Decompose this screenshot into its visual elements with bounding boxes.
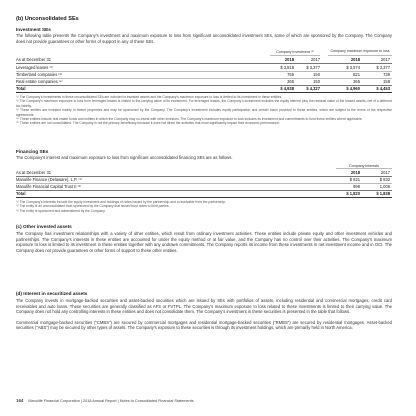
total-label: Total (16, 86, 26, 91)
page-footer (16, 398, 392, 403)
footnote: ⁽³⁾ These entities are invested mainly in timber properties and may be sponsored by the Company. The Company's investment includes equity participation and certain loans provided to these entities, which are subject to the terms of the respective agreements. (16, 108, 392, 117)
row-label: Leveraged leases ⁽²⁾ (16, 65, 53, 70)
cell: $ 832 (379, 177, 390, 182)
divider (16, 197, 392, 198)
section-title: (b) Unconsolidated SEs (16, 16, 79, 22)
investment-ses-intro (16, 33, 392, 44)
footnote: ⁽³⁾ The entity is sponsored and administered by the Company. (16, 208, 106, 213)
paragraph: Commercial mortgage-backed securities ("CMBS") are secured by commercial mortgages and residential mortgage-backed securities ("RMBS") are secured by residential mortgages. Asset-backed securities ("ABS") may be secured by other types of assets. The Company's exposure to these securities is through its investment holdings, which are primarily held in North America. (16, 319, 392, 331)
footer-item: 2018 Annual Report (83, 399, 117, 403)
table-row (16, 183, 392, 190)
company-investment-header: Company investment ⁽¹⁾ (276, 50, 314, 54)
table-total-row (16, 190, 392, 197)
footnote: ⁽²⁾ The Company's maximum exposure to loss from leveraged leases is limited to the carrying value of its investment. For leveraged leases, the Company's investment includes the equity interest plus the residual value of the leased assets, net of a deferred tax liability. (16, 99, 392, 108)
paragraph: The Company invests in mortgage-backed securities and asset-backed securities which are issued by SEs with portfolios of assets, including residential and commercial mortgages, credit card receivables and auto loans. These securities are generally classified as AFS or FVTPL. The Company's maximum exposure to loss related to these investments is limited to their carrying value. The Company does not hold any controlling interests in these entities and does not consolidate them. The Company's investment in these securities is presented in the table that follows. (16, 298, 392, 315)
cell: $ 3,574 (346, 65, 360, 70)
footnote: ⁽²⁾ The entity is an unconsolidated trust sponsored by the Company that issued trust notes to third parties. (16, 204, 170, 209)
investment-footnotes (16, 95, 392, 126)
cell: 998 (353, 184, 360, 189)
as-at-label: As at December 31 (16, 57, 52, 62)
col-header: 2017 (380, 170, 390, 175)
footnote: ⁽¹⁾ The Company's investments in these unconsolidated SEs are included in invested assets and the Company's maximum exposure to loss is limited to its investment in these entities. (16, 95, 283, 99)
cell: 365 (353, 79, 360, 84)
footnote: ⁽⁴⁾ These entities include real estate funds and entities in which the Company may co-invest with other investors. The Company's maximum exposure to loss includes its investment and commitments to fund these entities where applicable. (16, 117, 363, 122)
financing-ses-intro-text: The Company's interest and maximum exposure to loss from significant unconsolidated financing SEs are as follows. (16, 155, 233, 160)
col-header: 2018 (284, 57, 294, 62)
cell: $ 3,377 (306, 65, 320, 70)
total-label: Total (16, 191, 26, 196)
cell: $ 4,938 (280, 86, 294, 91)
cell: $ 1,820 (346, 191, 360, 196)
cell: $ 3,818 (280, 65, 294, 70)
divider (16, 92, 392, 93)
footer-separator: | (117, 399, 120, 403)
cell: $ 4,453 (376, 86, 390, 91)
cell: 755 (287, 72, 294, 77)
cell: 150 (313, 79, 320, 84)
financing-ses-heading: Financing SEs (16, 149, 49, 154)
cell: 739 (383, 72, 390, 77)
row-label: Timberland companies ⁽³⁾ (16, 72, 62, 77)
other-invested-assets-body (16, 231, 392, 253)
investment-table-header-row (16, 56, 392, 63)
cell: 150 (313, 72, 320, 77)
col-header: 2017 (310, 57, 320, 62)
table-total-row (16, 85, 392, 92)
other-invested-assets-heading: (c) Other invested assets (16, 224, 72, 229)
financing-footnotes (16, 200, 392, 213)
cell: $ 3,377 (376, 65, 390, 70)
investment-ses-heading: Investment SEs (16, 27, 51, 32)
col-header: 2017 (380, 57, 390, 62)
col-header: 2018 (350, 170, 360, 175)
financing-table-header-row (16, 169, 392, 176)
cell: 158 (383, 79, 390, 84)
cell: $ 4,960 (346, 86, 360, 91)
investment-ses-intro-text: The following table presents the Company's investment and maximum exposure to loss from significant unconsolidated investment SEs, some of which are sponsored by the Company. The Company does not provide guarantees or other forms of support in any of these SEs. (16, 33, 392, 44)
row-label: Real estate companies ⁽⁴⁾ (16, 79, 63, 84)
table-row (16, 64, 392, 71)
cell: 1,006 (379, 184, 390, 189)
page-number: 164 (16, 398, 24, 403)
paragraph: The Company has investment relationships with a variety of other entities, which result from ordinary investment activities. These entities include private equity and other investment vehicles and partnerships. The Company's interests in these entities are accounted for under the equity method or at fair value, and the Company has no control over their activities. The Company's maximum exposure to loss is limited to its investment in these entities together with any undrawn commitments. The Company reports its income from these investments in net investment income and in OCI. The Company does not provide guarantees or other forms of support to these other entities. (16, 231, 392, 253)
footer-item: Notes to Consolidated Financial Statements (119, 399, 194, 403)
cell: $ 4,327 (306, 86, 320, 91)
report-page (16, 0, 408, 416)
row-label: Manulife Finance (Delaware), L.P. ⁽¹⁾ (16, 177, 82, 182)
table-row (16, 71, 392, 78)
cell: $ 1,838 (376, 191, 390, 196)
securitized-assets-body (16, 298, 392, 331)
table-row (16, 78, 392, 85)
cell: 365 (287, 79, 294, 84)
max-exposure-header: Company maximum exposure to loss (330, 49, 390, 53)
as-at-label: As at December 31 (16, 170, 52, 175)
footer-separator: | (80, 399, 83, 403)
footnote: ⁽⁵⁾ These entities are not consolidated. The Company is not the primary beneficiary because it does not direct the activities that most significantly impact their economic performance. (16, 121, 280, 126)
company-interests-header: Company interests (349, 164, 379, 168)
footnote: ⁽¹⁾ The Company's interests include the equity investment and holdings of notes issued by the partnership and a receivable from the partnership. (16, 200, 226, 204)
cell: 821 (353, 72, 360, 77)
row-label: Manulife Financial Capital Trust II ⁽²⁾ (16, 184, 82, 189)
securitized-assets-heading: (d) Interest in securitized assets (16, 291, 88, 296)
col-header: 2018 (350, 57, 360, 62)
cell: $ 821 (349, 177, 360, 182)
financing-ses-intro (16, 155, 392, 161)
table-row (16, 176, 392, 183)
footer-item: Manulife Financial Corporation (28, 399, 80, 403)
